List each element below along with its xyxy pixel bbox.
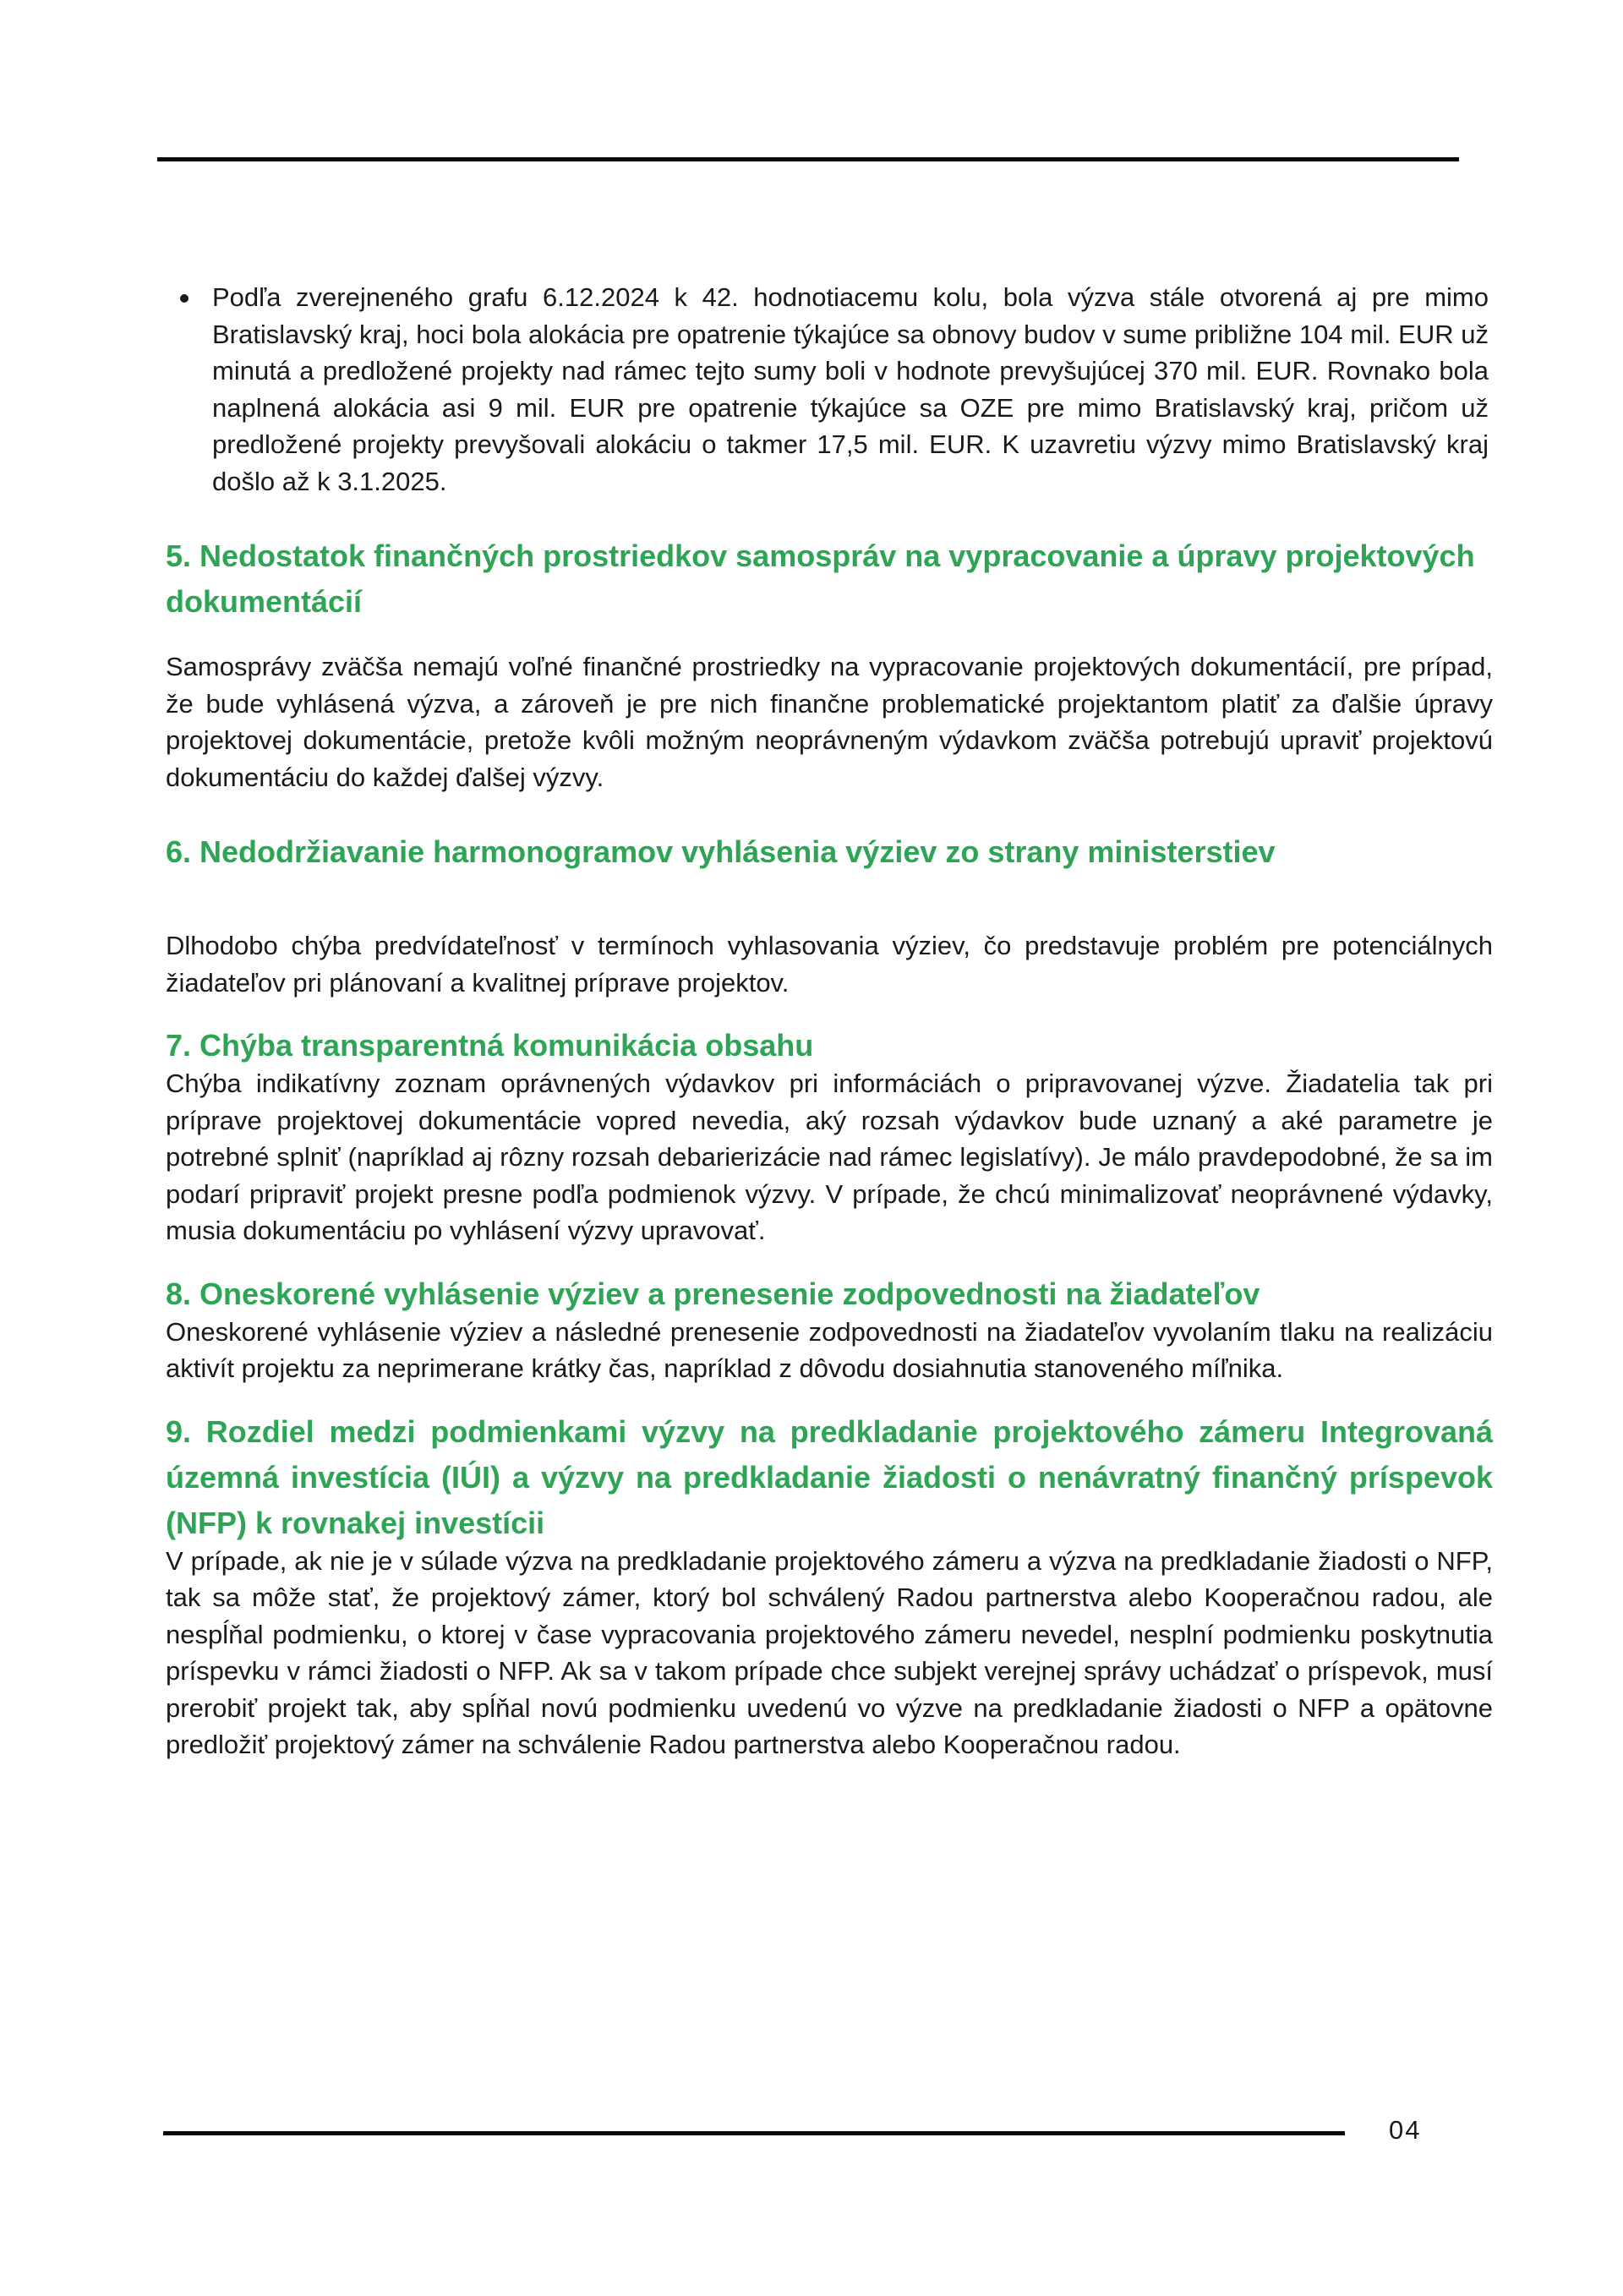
page-content [166,279,1493,1763]
section-9-body: V prípade, ak nie je v súlade výzva na predkladanie projektového zámeru a výzva na predkladanie žiadosti o NFP, tak sa môže stať, že projektový zámer, ktorý bol schválený Radou partnerstva alebo Kooperačnou radou, ale nespĺňal podmienku, o ktorej v čase vypracovania projektového zámeru nevedel, nesplní podmienku poskytnutia príspevku v rámci žiadosti o NFP. Ak sa v takom prípade chce subjekt verejnej správy uchádzať o príspevok, musí prerobiť projekt tak, aby spĺňal novú podmienku uvedenú vo výzve na predkladanie žiadosti o NFP a opätovne predložiť projektový zámer na schválenie Radou partnerstva alebo Kooperačnou radou. [166,1545,1493,1759]
section-8-heading: 8. Oneskorené vyhlásenie výziev a prenesenie zodpovednosti na žiadateľov [166,1276,1260,1311]
section-8-body: Oneskorené vyhlásenie výziev a následné prenesenie zodpovednosti na žiadateľov vyvolaním tlaku na realizáciu aktivít projektu za neprimerane krátky čas, napríklad z dôvodu dosiahnutia stanoveného míľnika. [166,1316,1493,1383]
section-5-heading: 5. Nedostatok finančných prostriedkov samospráv na vypracovanie a úpravy projektových dokumentácií [166,538,1475,619]
header-rule [157,157,1459,161]
section-5-body: Samosprávy zväčša nemajú voľné finančné prostriedky na vypracovanie projektových dokumentácií, pre prípad, že bude vyhlásená výzva, a zároveň je pre nich finančne problematické projektantom platiť za ďalšie úpravy projektovej dokumentácie, pretože kvôli možným neoprávneným výdavkom zväčša potrebujú upraviť projektovú dokumentáciu do každej ďalšej výzvy. [166,652,1493,792]
section-7-heading: 7. Chýba transparentná komunikácia obsahu [166,1028,814,1063]
section-6-heading: 6. Nedodržiavanie harmonogramov vyhlásenia výziev zo strany ministerstiev [166,834,1276,869]
section-6-body: Dlhodobo chýba predvídateľnosť v termínoch vyhlasovania výziev, čo predstavuje problém pre potenciálnych žiadateľov pri plánovaní a kvalitnej príprave projektov. [166,931,1493,998]
footer-rule [163,2131,1345,2135]
bullet-text: Podľa zverejneného grafu 6.12.2024 k 42. hodnotiacemu kolu, bola výzva stále otvorená aj pre mimo Bratislavský kraj, hoci bola alokácia pre opatrenie týkajúce sa obnovy budov v sume približne 104 mil. EUR už minutá a predložené projekty nad rámec tejto sumy boli v hodnote prevyšujúcej 370 mil. EUR. Rovnako bola naplnená alokácia asi 9 mil. EUR pre opatrenie týkajúce sa OZE pre mimo Bratislavský kraj, pričom už predložené projekty prevyšovali alokáciu o takmer 17,5 mil. EUR. K uzavretiu výzvy mimo Bratislavský kraj došlo až k 3.1.2025. [212,282,1489,496]
section-9-heading: 9. Rozdiel medzi podmienkami výzvy na predkladanie projektového zámeru Integrovaná územná investícia (IÚI) a výzvy na predkladanie žiadosti o nenávratný finančný príspevok (NFP) k rovnakej investícii [166,1413,1493,1540]
page-number: 04 [1389,2115,1422,2145]
section-7-body: Chýba indikatívny zoznam oprávnených výdavkov pri informáciách o pripravovanej výzve. Žiadatelia tak pri príprave projektovej dokumentácie vopred nevedia, aký rozsah výdavkov bude uznaný a aké parametre je potrebné splniť (napríklad aj rôzny rozsah debarierizácie nad rámec legislatívy). Je málo pravdepodobné, že sa im podarí pripraviť projekt presne podľa podmienok výzvy. V prípade, že chcú minimalizovať neoprávnené výdavky, musia dokumentáciu po vyhlásení výzvy upravovať. [166,1069,1493,1245]
bullet-icon [180,294,189,303]
bullet-item [166,279,1489,500]
